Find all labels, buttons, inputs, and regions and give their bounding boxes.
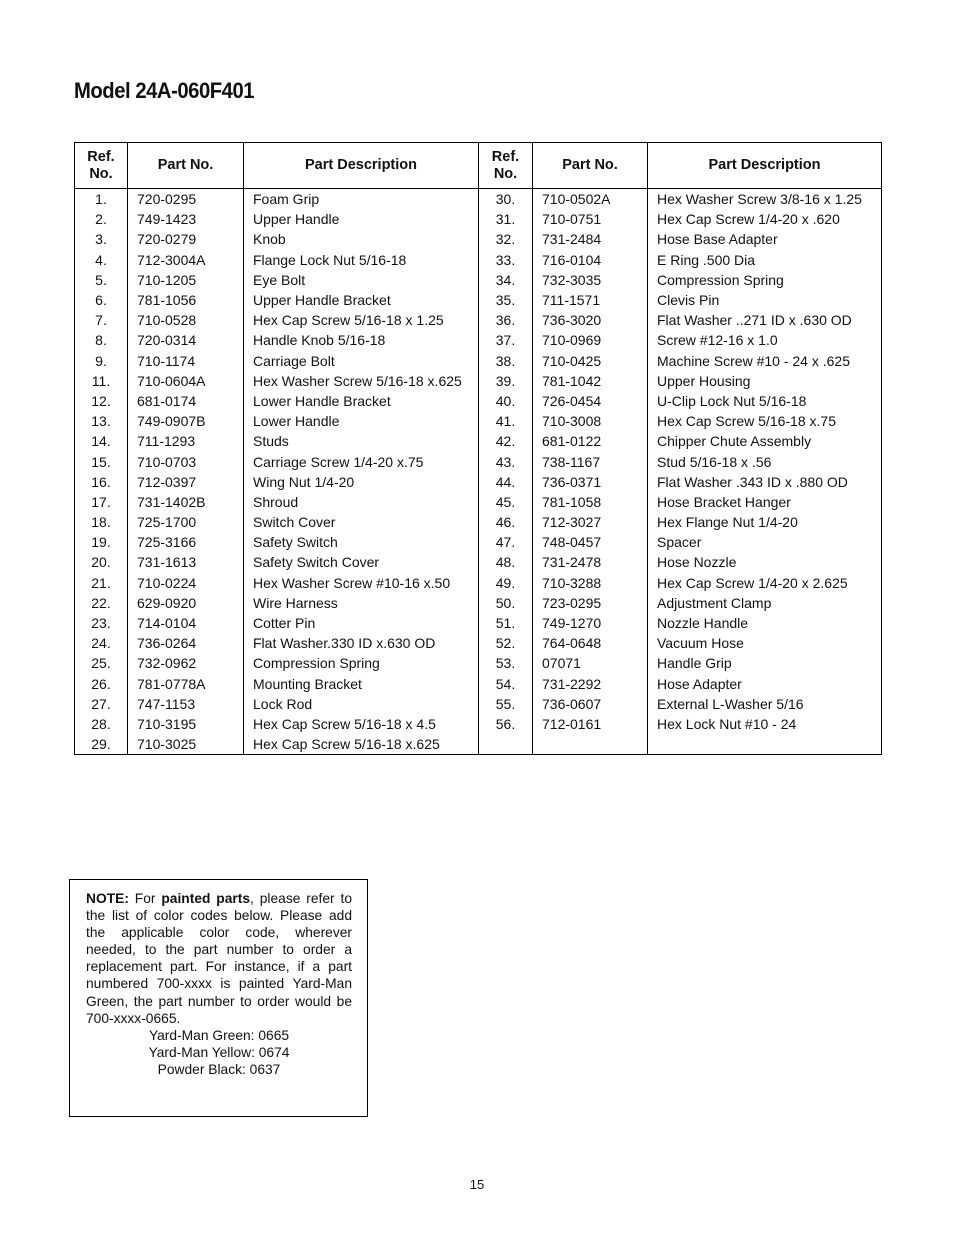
part-description-cell: Stud 5/16-18 x .56 <box>648 451 882 471</box>
ref-no-cell: 29. <box>75 734 128 755</box>
part-no-cell: 764-0648 <box>533 633 648 653</box>
color-code-list <box>86 1027 352 1078</box>
part-description-cell: Hex Cap Screw 5/16-18 x.75 <box>648 411 882 431</box>
part-description-cell: Hex Cap Screw 5/16-18 x 4.5 <box>244 714 479 734</box>
ref-no-cell: 24. <box>75 633 128 653</box>
table-row <box>75 552 479 572</box>
ref-no-cell: 35. <box>479 290 533 310</box>
ref-no-cell: 37. <box>479 330 533 350</box>
ref-no-header: Ref. No. <box>75 143 128 189</box>
table-row <box>75 431 479 451</box>
ref-no-cell: 5. <box>75 270 128 290</box>
part-description-cell: Flat Washer .343 ID x .880 OD <box>648 472 882 492</box>
ref-no-cell: 41. <box>479 411 533 431</box>
ref-no-cell: 39. <box>479 371 533 391</box>
part-description-cell: Handle Knob 5/16-18 <box>244 330 479 350</box>
table-row <box>75 250 479 270</box>
table-row <box>75 573 479 593</box>
part-no-cell: 781-1056 <box>128 290 244 310</box>
table-row <box>479 552 882 572</box>
part-description-cell: Nozzle Handle <box>648 613 882 633</box>
part-description-cell: Switch Cover <box>244 512 479 532</box>
ref-no-cell: 56. <box>479 714 533 734</box>
part-no-header: Part No. <box>128 143 244 189</box>
ref-no-cell: 19. <box>75 532 128 552</box>
part-no-cell: 710-3008 <box>533 411 648 431</box>
ref-no-cell: 31. <box>479 209 533 229</box>
table-row <box>75 411 479 431</box>
part-no-cell: 726-0454 <box>533 391 648 411</box>
part-description-cell: Hex Flange Nut 1/4-20 <box>648 512 882 532</box>
table-row <box>75 694 479 714</box>
part-description-cell: Handle Grip <box>648 653 882 673</box>
part-description-cell: Hose Adapter <box>648 674 882 694</box>
table-row <box>479 189 882 210</box>
part-description-cell: Cotter Pin <box>244 613 479 633</box>
ref-no-cell: 3. <box>75 229 128 249</box>
part-description-cell: External L-Washer 5/16 <box>648 694 882 714</box>
part-description-cell: Hex Washer Screw 3/8-16 x 1.25 <box>648 189 882 210</box>
table-row <box>75 371 479 391</box>
table-row <box>479 694 882 714</box>
part-no-cell: 731-1613 <box>128 552 244 572</box>
part-no-cell: 736-0371 <box>533 472 648 492</box>
note-label: NOTE: <box>86 891 129 906</box>
part-no-cell: 716-0104 <box>533 250 648 270</box>
table-row <box>479 633 882 653</box>
part-description-cell: Flat Washer ..271 ID x .630 OD <box>648 310 882 330</box>
ref-no-cell: 15. <box>75 451 128 471</box>
part-description-cell: Chipper Chute Assembly <box>648 431 882 451</box>
part-description-cell: Clevis Pin <box>648 290 882 310</box>
ref-no-cell: 48. <box>479 552 533 572</box>
part-description-cell: Hex Washer Screw 5/16-18 x.625 <box>244 371 479 391</box>
part-no-cell: 711-1571 <box>533 290 648 310</box>
part-no-cell: 681-0174 <box>128 391 244 411</box>
table-row <box>75 330 479 350</box>
ref-no-cell: 50. <box>479 593 533 613</box>
part-description-cell: Flat Washer.330 ID x.630 OD <box>244 633 479 653</box>
part-description-cell: Safety Switch <box>244 532 479 552</box>
ref-no-cell: 32. <box>479 229 533 249</box>
table-row <box>479 613 882 633</box>
table-row <box>479 512 882 532</box>
ref-no-cell: 23. <box>75 613 128 633</box>
part-no-cell: 629-0920 <box>128 593 244 613</box>
part-no-cell: 710-1174 <box>128 351 244 371</box>
page-title: Model 24A-060F401 <box>74 78 255 103</box>
part-no-cell: 725-3166 <box>128 532 244 552</box>
ref-no-cell: 27. <box>75 694 128 714</box>
ref-no-cell: 11. <box>75 371 128 391</box>
note-bold-phrase: painted parts <box>161 891 251 906</box>
ref-no-cell: 17. <box>75 492 128 512</box>
ref-no-cell: 43. <box>479 451 533 471</box>
table-row <box>479 492 882 512</box>
table-row <box>75 714 479 734</box>
part-no-cell: 781-0778A <box>128 674 244 694</box>
part-no-cell: 710-0969 <box>533 330 648 350</box>
ref-no-cell: 47. <box>479 532 533 552</box>
ref-no-cell: 49. <box>479 573 533 593</box>
table-row <box>75 512 479 532</box>
ref-no-cell: 54. <box>479 674 533 694</box>
table-row <box>479 532 882 552</box>
parts-rows-left <box>75 189 479 755</box>
part-no-header: Part No. <box>533 143 648 189</box>
table-row <box>479 653 882 673</box>
part-no-cell <box>533 734 648 755</box>
ref-no-cell: 26. <box>75 674 128 694</box>
part-no-cell: 710-0528 <box>128 310 244 330</box>
part-no-cell: 720-0295 <box>128 189 244 210</box>
part-no-cell: 747-1153 <box>128 694 244 714</box>
part-description-cell: Hose Base Adapter <box>648 229 882 249</box>
part-description-cell: Hex Cap Screw 1/4-20 x 2.625 <box>648 573 882 593</box>
parts-table-right <box>478 142 882 755</box>
part-no-cell: 712-0161 <box>533 714 648 734</box>
part-description-cell: Foam Grip <box>244 189 479 210</box>
part-no-cell: 731-2478 <box>533 552 648 572</box>
part-description-cell: Hex Cap Screw 5/16-18 x 1.25 <box>244 310 479 330</box>
table-row <box>479 209 882 229</box>
part-no-cell: 732-3035 <box>533 270 648 290</box>
table-row <box>75 593 479 613</box>
part-description-cell: Carriage Screw 1/4-20 x.75 <box>244 451 479 471</box>
part-no-cell: 710-0224 <box>128 573 244 593</box>
part-no-cell: 781-1042 <box>533 371 648 391</box>
part-description-cell: Mounting Bracket <box>244 674 479 694</box>
ref-no-cell: 8. <box>75 330 128 350</box>
part-description-cell: Safety Switch Cover <box>244 552 479 572</box>
parts-table-left <box>74 142 479 755</box>
part-no-cell: 07071 <box>533 653 648 673</box>
ref-no-cell: 30. <box>479 189 533 210</box>
part-description-header: Part Description <box>244 143 479 189</box>
part-description-cell: Flange Lock Nut 5/16-18 <box>244 250 479 270</box>
table-row <box>75 351 479 371</box>
part-description-cell: Hex Lock Nut #10 - 24 <box>648 714 882 734</box>
table-row <box>479 593 882 613</box>
ref-no-cell: 22. <box>75 593 128 613</box>
table-row <box>75 613 479 633</box>
table-row <box>75 270 479 290</box>
ref-no-cell: 7. <box>75 310 128 330</box>
part-no-cell: 710-0751 <box>533 209 648 229</box>
table-row <box>479 330 882 350</box>
part-description-cell: Lock Rod <box>244 694 479 714</box>
ref-no-cell: 2. <box>75 209 128 229</box>
ref-no-cell <box>479 734 533 755</box>
ref-no-cell: 14. <box>75 431 128 451</box>
part-no-cell: 736-0264 <box>128 633 244 653</box>
part-no-cell: 749-1423 <box>128 209 244 229</box>
part-no-cell: 725-1700 <box>128 512 244 532</box>
part-no-cell: 710-0703 <box>128 451 244 471</box>
part-description-cell: Lower Handle Bracket <box>244 391 479 411</box>
table-row <box>479 451 882 471</box>
table-row <box>479 411 882 431</box>
ref-no-cell: 4. <box>75 250 128 270</box>
part-description-cell: Screw #12-16 x 1.0 <box>648 330 882 350</box>
ref-no-cell: 45. <box>479 492 533 512</box>
part-description-cell: Knob <box>244 229 479 249</box>
part-description-header: Part Description <box>648 143 882 189</box>
part-no-cell: 710-0604A <box>128 371 244 391</box>
part-description-cell: Vacuum Hose <box>648 633 882 653</box>
table-row <box>75 391 479 411</box>
table-row <box>75 472 479 492</box>
part-description-cell: Studs <box>244 431 479 451</box>
part-no-cell: 710-3195 <box>128 714 244 734</box>
table-row <box>75 674 479 694</box>
part-no-cell: 711-1293 <box>128 431 244 451</box>
part-no-cell: 731-2292 <box>533 674 648 694</box>
part-description-cell: Compression Spring <box>244 653 479 673</box>
table-row <box>75 229 479 249</box>
ref-no-cell: 38. <box>479 351 533 371</box>
ref-no-cell: 6. <box>75 290 128 310</box>
part-no-cell: 731-1402B <box>128 492 244 512</box>
ref-no-cell: 52. <box>479 633 533 653</box>
table-row <box>479 431 882 451</box>
part-no-cell: 731-2484 <box>533 229 648 249</box>
part-description-cell: Upper Handle <box>244 209 479 229</box>
table-row <box>75 532 479 552</box>
ref-no-cell: 46. <box>479 512 533 532</box>
part-no-cell: 710-3025 <box>128 734 244 755</box>
note-body: NOTE: For painted parts, please refer to the list of color codes below. Please add the applicable color code, wherever needed, to the part number to order a replacement part. For instance, if a part numbered 700-xxxx is painted Yard-Man Green, the part number to order would be 700-xxxx-0665. <box>86 891 352 1026</box>
part-no-cell: 736-3020 <box>533 310 648 330</box>
parts-rows-right <box>479 189 882 755</box>
part-description-cell: Hex Washer Screw #10-16 x.50 <box>244 573 479 593</box>
ref-no-cell: 16. <box>75 472 128 492</box>
part-description-cell: Lower Handle <box>244 411 479 431</box>
ref-no-cell: 55. <box>479 694 533 714</box>
ref-no-cell: 25. <box>75 653 128 673</box>
table-row <box>479 290 882 310</box>
part-no-cell: 749-0907B <box>128 411 244 431</box>
ref-no-cell: 53. <box>479 653 533 673</box>
part-no-cell: 723-0295 <box>533 593 648 613</box>
part-description-cell: Adjustment Clamp <box>648 593 882 613</box>
part-description-cell: Hex Cap Screw 1/4-20 x .620 <box>648 209 882 229</box>
table-row <box>479 714 882 734</box>
part-description-cell: Upper Handle Bracket <box>244 290 479 310</box>
part-description-cell: Shroud <box>244 492 479 512</box>
table-row <box>479 674 882 694</box>
ref-no-cell: 34. <box>479 270 533 290</box>
color-code: Powder Black: 0637 <box>157 1061 281 1077</box>
part-description-cell: U-Clip Lock Nut 5/16-18 <box>648 391 882 411</box>
table-row <box>75 451 479 471</box>
part-no-cell: 736-0607 <box>533 694 648 714</box>
color-code: Yard-Man Yellow: 0674 <box>148 1044 290 1060</box>
part-no-cell: 712-3027 <box>533 512 648 532</box>
table-row <box>75 290 479 310</box>
table-row <box>75 734 479 755</box>
part-description-cell: Upper Housing <box>648 371 882 391</box>
ref-no-cell: 36. <box>479 310 533 330</box>
ref-no-header: Ref. No. <box>479 143 533 189</box>
part-description-cell: E Ring .500 Dia <box>648 250 882 270</box>
ref-no-cell: 13. <box>75 411 128 431</box>
part-no-cell: 710-3288 <box>533 573 648 593</box>
part-description-cell: Eye Bolt <box>244 270 479 290</box>
part-description-cell: Hose Nozzle <box>648 552 882 572</box>
part-no-cell: 749-1270 <box>533 613 648 633</box>
ref-no-cell: 18. <box>75 512 128 532</box>
table-row <box>479 371 882 391</box>
part-no-cell: 732-0962 <box>128 653 244 673</box>
ref-no-cell: 21. <box>75 573 128 593</box>
part-description-cell: Wing Nut 1/4-20 <box>244 472 479 492</box>
table-row <box>479 391 882 411</box>
table-row <box>75 209 479 229</box>
part-description-cell: Machine Screw #10 - 24 x .625 <box>648 351 882 371</box>
table-row <box>75 633 479 653</box>
part-no-cell: 710-0425 <box>533 351 648 371</box>
ref-no-cell: 28. <box>75 714 128 734</box>
painted-parts-note <box>69 879 368 1117</box>
table-row <box>479 250 882 270</box>
ref-no-cell: 1. <box>75 189 128 210</box>
table-row <box>75 189 479 210</box>
ref-no-cell: 40. <box>479 391 533 411</box>
ref-no-cell: 12. <box>75 391 128 411</box>
part-description-cell: Hose Bracket Hanger <box>648 492 882 512</box>
table-row <box>479 734 882 755</box>
part-description-cell: Carriage Bolt <box>244 351 479 371</box>
table-row <box>479 229 882 249</box>
table-row <box>75 653 479 673</box>
ref-no-cell: 42. <box>479 431 533 451</box>
ref-no-cell: 9. <box>75 351 128 371</box>
ref-no-cell: 51. <box>479 613 533 633</box>
part-no-cell: 781-1058 <box>533 492 648 512</box>
ref-no-cell: 33. <box>479 250 533 270</box>
part-description-cell: Spacer <box>648 532 882 552</box>
part-no-cell: 681-0122 <box>533 431 648 451</box>
part-no-cell: 710-0502A <box>533 189 648 210</box>
table-row <box>479 310 882 330</box>
color-code: Yard-Man Green: 0665 <box>148 1027 290 1043</box>
part-no-cell: 720-0279 <box>128 229 244 249</box>
table-row <box>479 472 882 492</box>
table-row <box>479 270 882 290</box>
ref-no-cell: 20. <box>75 552 128 572</box>
part-no-cell: 712-0397 <box>128 472 244 492</box>
part-no-cell: 710-1205 <box>128 270 244 290</box>
part-description-cell <box>648 734 882 755</box>
part-no-cell: 748-0457 <box>533 532 648 552</box>
ref-no-cell: 44. <box>479 472 533 492</box>
page-number: 15 <box>469 1177 485 1192</box>
part-description-cell: Compression Spring <box>648 270 882 290</box>
part-no-cell: 714-0104 <box>128 613 244 633</box>
table-row <box>75 310 479 330</box>
table-row <box>75 492 479 512</box>
part-description-cell: Hex Cap Screw 5/16-18 x.625 <box>244 734 479 755</box>
table-row <box>479 351 882 371</box>
part-no-cell: 712-3004A <box>128 250 244 270</box>
table-row <box>479 573 882 593</box>
part-description-cell: Wire Harness <box>244 593 479 613</box>
part-no-cell: 720-0314 <box>128 330 244 350</box>
part-no-cell: 738-1167 <box>533 451 648 471</box>
